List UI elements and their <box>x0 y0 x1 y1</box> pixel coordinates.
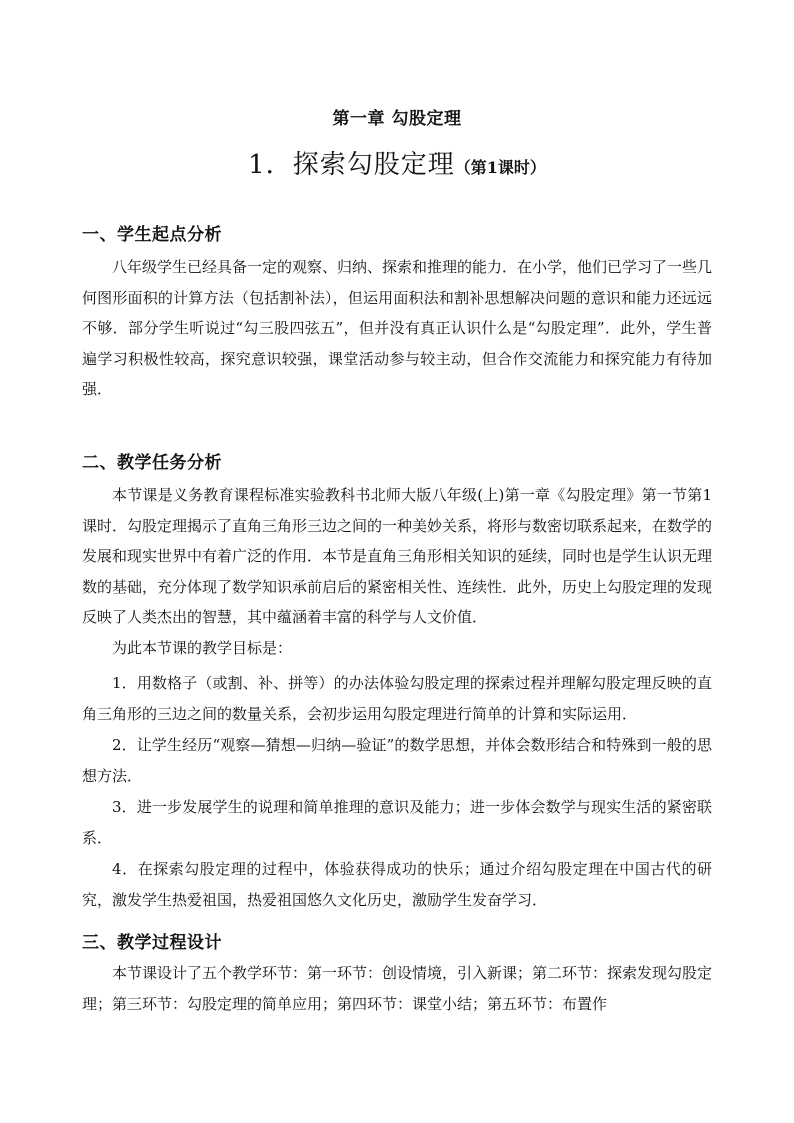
section-heading-task-analysis: 二、教学任务分析 <box>82 453 222 473</box>
lesson-title-main: 1．探索勾股定理 <box>248 150 455 180</box>
paragraph-student-analysis: 八年级学生已经具备一定的观察、归纳、探索和推理的能力．在小学，他们已学习了一些几何图形面积的计算方法（包括割补法），但运用面积法和割补思想解决问题的意识和能力还远远不够．部分学生听说过“勾三股四弦五”，但并没有真正认识什么是“勾股定理”．此外，学生普遍学习积极性较高，探究意识较强，课堂活动参与较主动，但合作交流能力和探究能力有待加强． <box>82 258 713 398</box>
goal-item-4: 4．在探索勾股定理的过程中，体验获得成功的快乐；通过介绍勾股定理在中国古代的研究，激发学生热爱祖国，热爱祖国悠久文化历史，激励学生发奋学习． <box>82 860 712 909</box>
paragraph-process-design: 本节课设计了五个教学环节：第一环节：创设情境，引入新课；第二环节：探索发现勾股定理；第三环节：勾股定理的简单应用；第四环节：课堂小结；第五环节：布置作 <box>82 964 713 1013</box>
goal-item-2: 2．让学生经历“观察—猜想—归纳—验证”的数学思想，并体会数形结合和特殊到一般的思想方法． <box>82 736 712 785</box>
lesson-title-sub: （第1课时） <box>454 158 546 177</box>
chapter-title: 第一章 勾股定理 <box>332 109 462 129</box>
section-heading-process-design: 三、教学过程设计 <box>82 933 222 953</box>
section-heading-student-analysis: 一、学生起点分析 <box>82 225 222 245</box>
goal-item-3: 3．进一步发展学生的说理和简单推理的意识及能力；进一步体会数学与现实生活的紧密联系． <box>82 798 712 847</box>
paragraph-task-analysis: 本节课是义务教育课程标准实验教科书北师大版八年级(上)第一章《勾股定理》第一节第1课时．勾股定理揭示了直角三角形三边之间的一种美妙关系，将形与数密切联系起来，在数学的发展和现实世界中有着广泛的作用．本节是直角三角形相关知识的延续，同时也是学生认识无理数的基础，充分体现了数学知识承前启后的紧密相关性、连续性．此外，历史上勾股定理的发现反映了人类杰出的智慧，其中蕴涵着丰富的科学与人文价值． <box>82 486 713 626</box>
lesson-title <box>0 144 794 181</box>
goals-intro: 为此本节课的教学目标是： <box>112 639 293 657</box>
goal-item-1: 1．用数格子（或割、补、拼等）的办法体验勾股定理的探索过程并理解勾股定理反映的直角三角形的三边之间的数量关系，会初步运用勾股定理进行简单的计算和实际运用． <box>82 674 712 723</box>
